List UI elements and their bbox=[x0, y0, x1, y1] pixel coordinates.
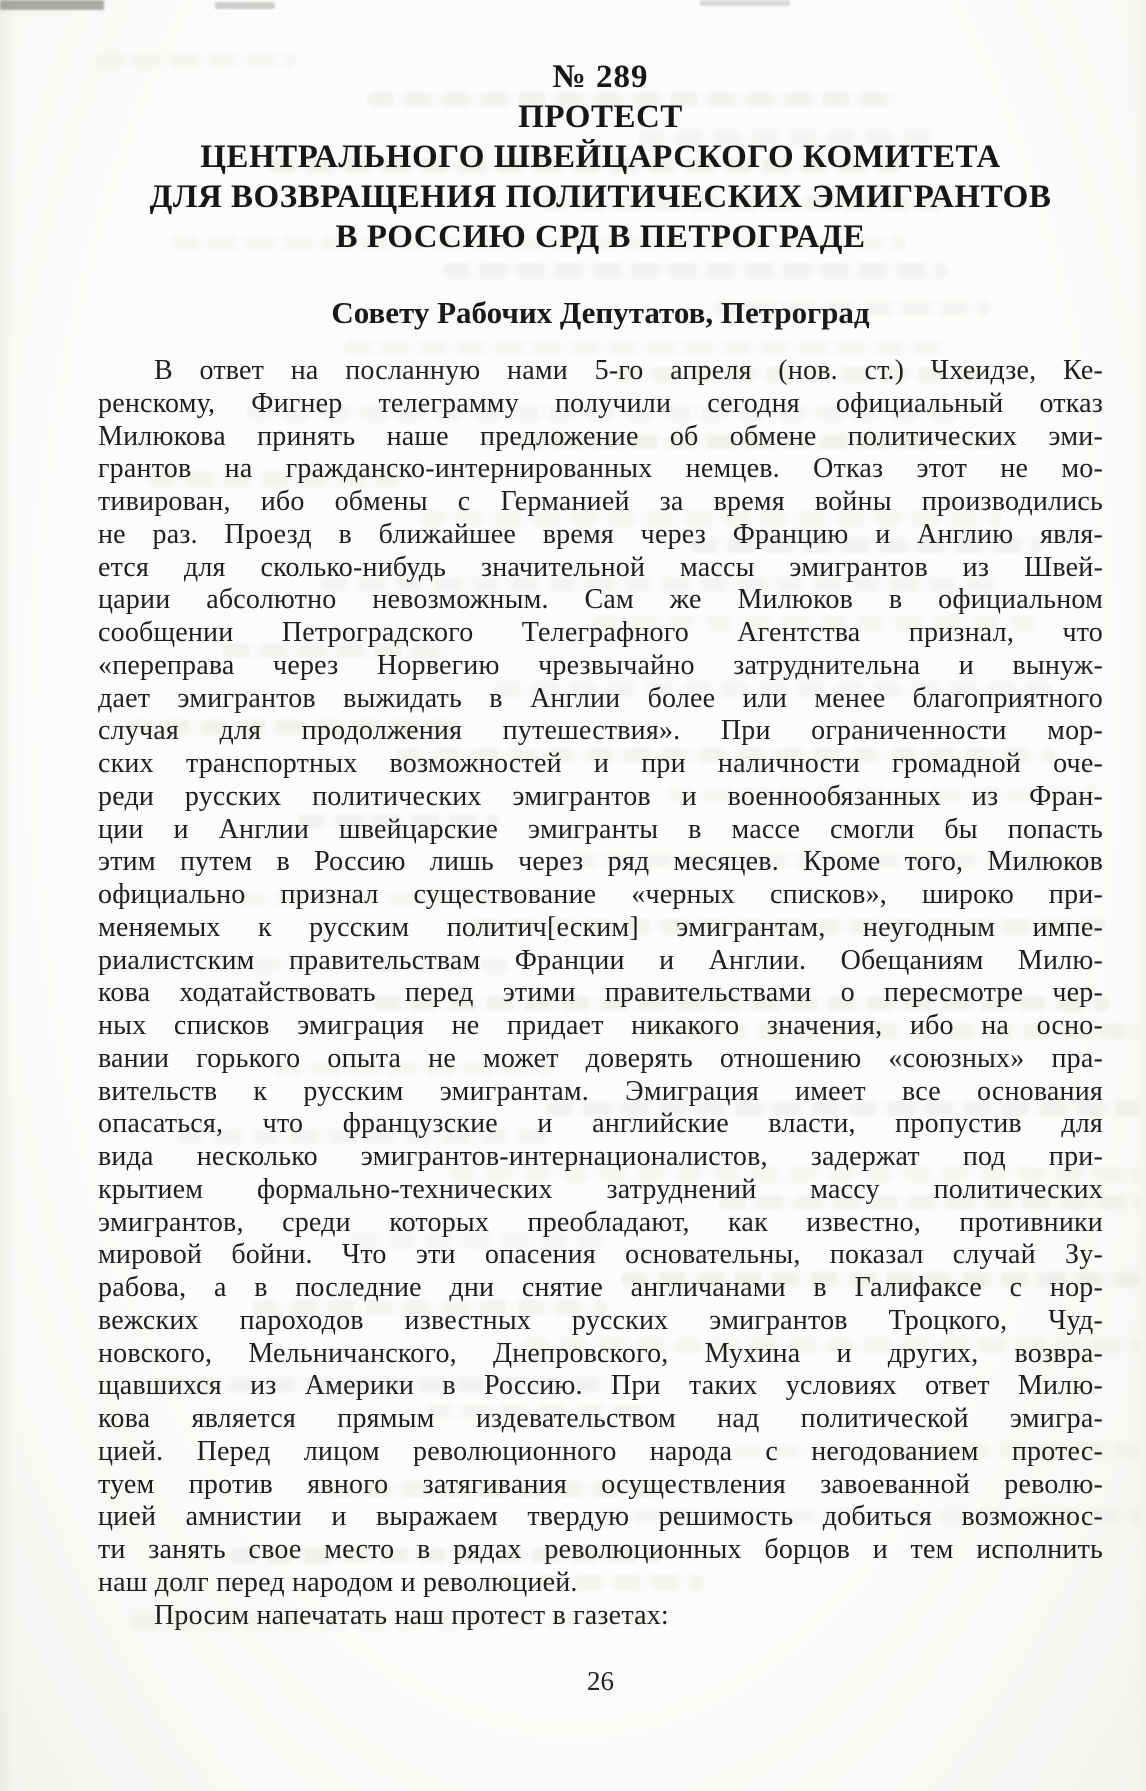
body-line: цией. Перед лицом революционного народа с негодованием протес- bbox=[98, 1435, 1103, 1467]
title-line: ЦЕНТРАЛЬНОГО ШВЕЙЦАРСКОГО КОМИТЕТА bbox=[200, 139, 1001, 175]
page-number: 26 bbox=[587, 1666, 614, 1697]
body-line: ти занять свое место в рядах революционных борцов и тем исполнить bbox=[98, 1534, 1103, 1565]
body-line: мировой бойни. Что эти опасения основательны, показал случай Зу- bbox=[98, 1239, 1103, 1271]
body-line: В ответ на посланную нами 5-го апреля (нов. ст.) Чхеидзе, Ке- bbox=[154, 355, 1103, 386]
body-line: ренскому, Фигнер телеграмму получили сегодня официальный отказ bbox=[98, 387, 1103, 419]
body-line: Милюкова принять наше предложение об обмене политических эми- bbox=[98, 420, 1103, 452]
body-line: официально признал существование «черных списков», широко при- bbox=[98, 879, 1103, 910]
body-line: цией амнистии и выражаем твердую решимость добиться возможнос- bbox=[98, 1501, 1103, 1533]
body-line: меняемых к русским политич[еским] эмигрантам, неугодным импе- bbox=[98, 911, 1103, 943]
document-number: № 289 bbox=[552, 59, 649, 95]
body-line: вида несколько эмигрантов-интернационалистов, задержат под при- bbox=[98, 1141, 1103, 1172]
body-line: грантов на гражданско-интернированных немцев. Отказ этот не мо- bbox=[98, 453, 1103, 485]
body-line: царии абсолютно невозможным. Сам же Милюков в официальном bbox=[98, 584, 1103, 616]
body-line: щавшихся из Америки в Россию. При таких условиях ответ Милю- bbox=[98, 1370, 1103, 1402]
title-line: ДЛЯ ВОЗВРАЩЕНИЯ ПОЛИТИЧЕСКИХ ЭМИГРАНТОВ bbox=[149, 179, 1052, 215]
body-line: ется для сколько-нибудь значительной массы эмигрантов из Швей- bbox=[98, 551, 1103, 583]
addressee-line: Совету Рабочих Депутатов, Петроград bbox=[331, 295, 870, 330]
body-line: вании горького опыта не может доверять отношению «союзных» пра- bbox=[98, 1042, 1103, 1074]
document-body bbox=[98, 355, 1103, 1632]
body-line: «переправа через Норвегию чрезвычайно затруднительна и вынуж- bbox=[98, 649, 1103, 681]
body-line: тивирован, ибо обмены с Германией за время войны производились bbox=[98, 486, 1103, 517]
body-line: вительств к русским эмигрантам. Эмиграция имеет все основания bbox=[98, 1075, 1103, 1107]
body-line: Просим напечатать наш протест в газетах: bbox=[154, 1599, 669, 1631]
body-line: ции и Англии швейцарские эмигранты в массе смогли бы попасть bbox=[98, 813, 1103, 845]
body-line: опасаться, что французские и английские власти, пропустив для bbox=[98, 1108, 1103, 1140]
body-line: наш долг перед народом и революцией. bbox=[98, 1566, 578, 1598]
body-line: ских транспортных возможностей и при наличности громадной оче- bbox=[98, 748, 1103, 779]
document-title bbox=[98, 97, 1103, 257]
body-line: вежских пароходов известных русских эмигрантов Троцкого, Чуд- bbox=[98, 1304, 1103, 1336]
body-line: этим путем в Россию лишь через ряд месяцев. Кроме того, Милюков bbox=[98, 846, 1103, 878]
body-line: кова ходатайствовать перед этими правительствами о пересмотре чер- bbox=[98, 977, 1103, 1009]
body-line: риалистским правительствам Франции и Англии. Обещаниям Милю- bbox=[98, 944, 1103, 976]
body-line: рабова, а в последние дни снятие англичанами в Галифаксе с нор- bbox=[98, 1272, 1103, 1303]
title-line: В РОССИЮ СРД В ПЕТРОГРАДЕ bbox=[335, 219, 866, 255]
body-line: туем против явного затягивания осуществления завоеванной револю- bbox=[98, 1468, 1103, 1500]
body-line: реди русских политических эмигрантов и военнообязанных из Фран- bbox=[98, 780, 1103, 812]
body-line: случая для продолжения путешествия». При ограниченности мор- bbox=[98, 715, 1103, 747]
body-line: дает эмигрантов выжидать в Англии более или менее благоприятного bbox=[98, 682, 1103, 714]
body-line: кова является прямым издевательством над политической эмигра- bbox=[98, 1403, 1103, 1434]
body-line: крытием формально-технических затруднений массу политических bbox=[98, 1173, 1103, 1205]
body-line: не раз. Проезд в ближайшее время через Францию и Англию явля- bbox=[98, 518, 1103, 550]
body-line: сообщении Петроградского Телеграфного Агентства признал, что bbox=[98, 617, 1103, 648]
body-line: новского, Мельничанского, Днепровского, Мухина и других, возвра- bbox=[98, 1337, 1103, 1369]
body-line: ных списков эмиграция не придает никакого значения, ибо на осно- bbox=[98, 1010, 1103, 1041]
title-line: ПРОТЕСТ bbox=[518, 99, 683, 135]
body-line: эмигрантов, среди которых преобладают, как известно, противники bbox=[98, 1206, 1103, 1238]
